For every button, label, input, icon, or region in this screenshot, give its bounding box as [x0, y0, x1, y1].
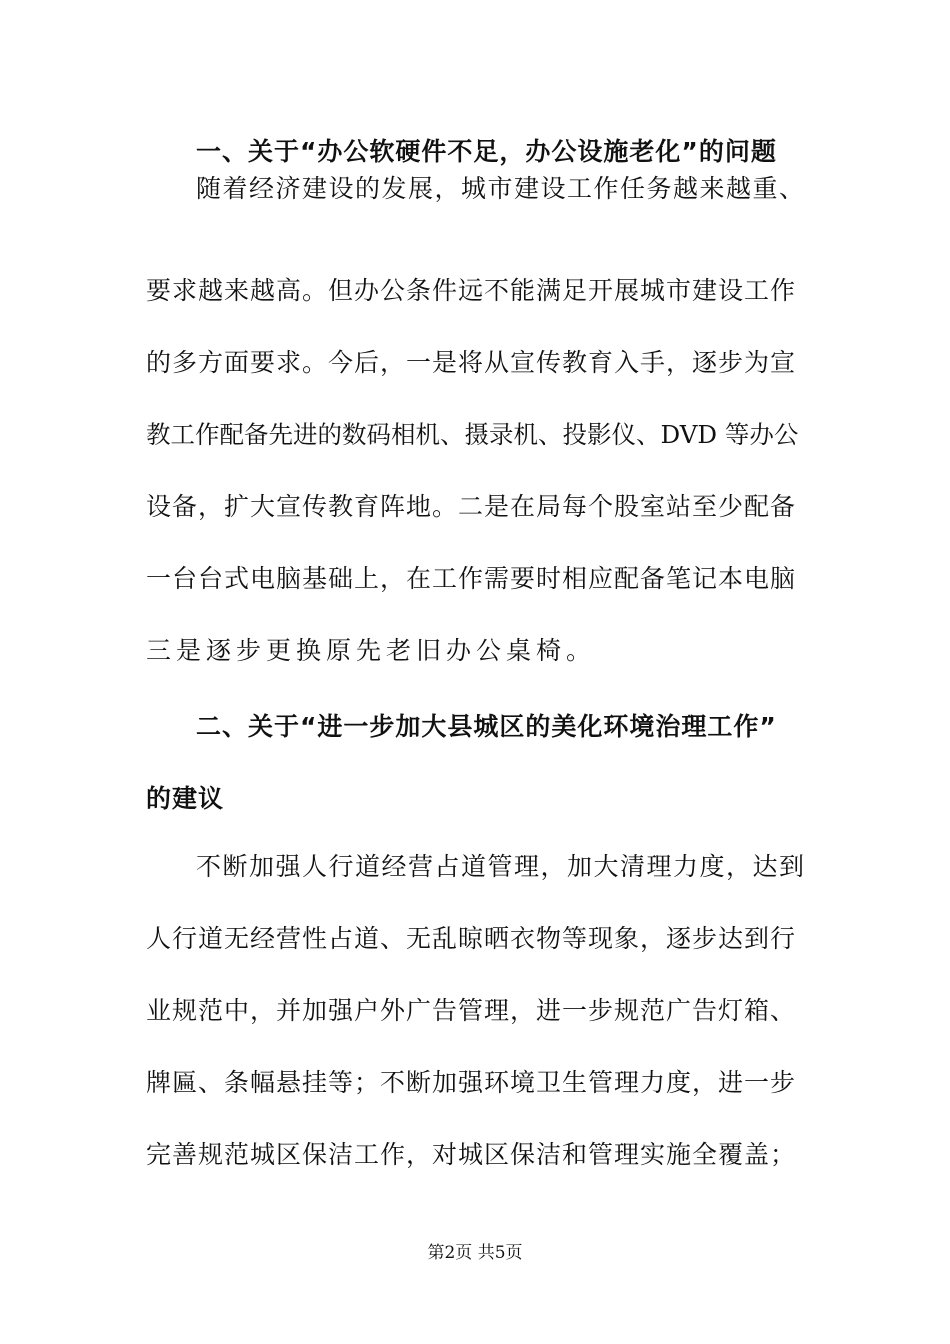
paragraph-line: 人行道无经营性占道、无乱晾晒衣物等现象，逐步达到行 — [146, 924, 797, 953]
paragraph-line: 业规范中，并加强户外广告管理，进一步规范广告灯箱、 — [146, 996, 797, 1025]
section-heading-1: 一、关于“办公软硬件不足，办公设施老化”的问题 — [196, 137, 777, 166]
paragraph-line: 的多方面要求。今后，一是将从宣传教育入手，逐步为宣 — [146, 348, 797, 377]
page-number-footer: 第2页 共5页 — [427, 1243, 523, 1263]
paragraph-line: 随着经济建设的发展，城市建设工作任务越来越重、 — [196, 174, 806, 203]
paragraph-line: 完善规范城区保洁工作，对城区保洁和管理实施全覆盖； — [146, 1140, 797, 1169]
paragraph-line: 一台台式电脑基础上，在工作需要时相应配备笔记本电脑 — [146, 564, 797, 593]
paragraph-line: 要求越来越高。但办公条件远不能满足开展城市建设工作 — [146, 276, 797, 305]
section-heading-2: 二、关于“进一步加大县城区的美化环境治理工作” — [196, 712, 777, 741]
paragraph-line: 牌匾、条幅悬挂等；不断加强环境卫生管理力度，进一步 — [146, 1068, 797, 1097]
section-heading-2-continued: 的建议 — [146, 784, 225, 813]
paragraph-line: 设备，扩大宣传教育阵地。二是在局每个股室站至少配备 — [146, 492, 797, 521]
paragraph-line: 三是逐步更换原先老旧办公桌椅。 — [146, 636, 597, 665]
paragraph-line: 教工作配备先进的数码相机、摄录机、投影仪、DVD 等办公 — [146, 420, 799, 449]
paragraph-line: 不断加强人行道经营占道管理，加大清理力度，达到 — [196, 852, 806, 881]
